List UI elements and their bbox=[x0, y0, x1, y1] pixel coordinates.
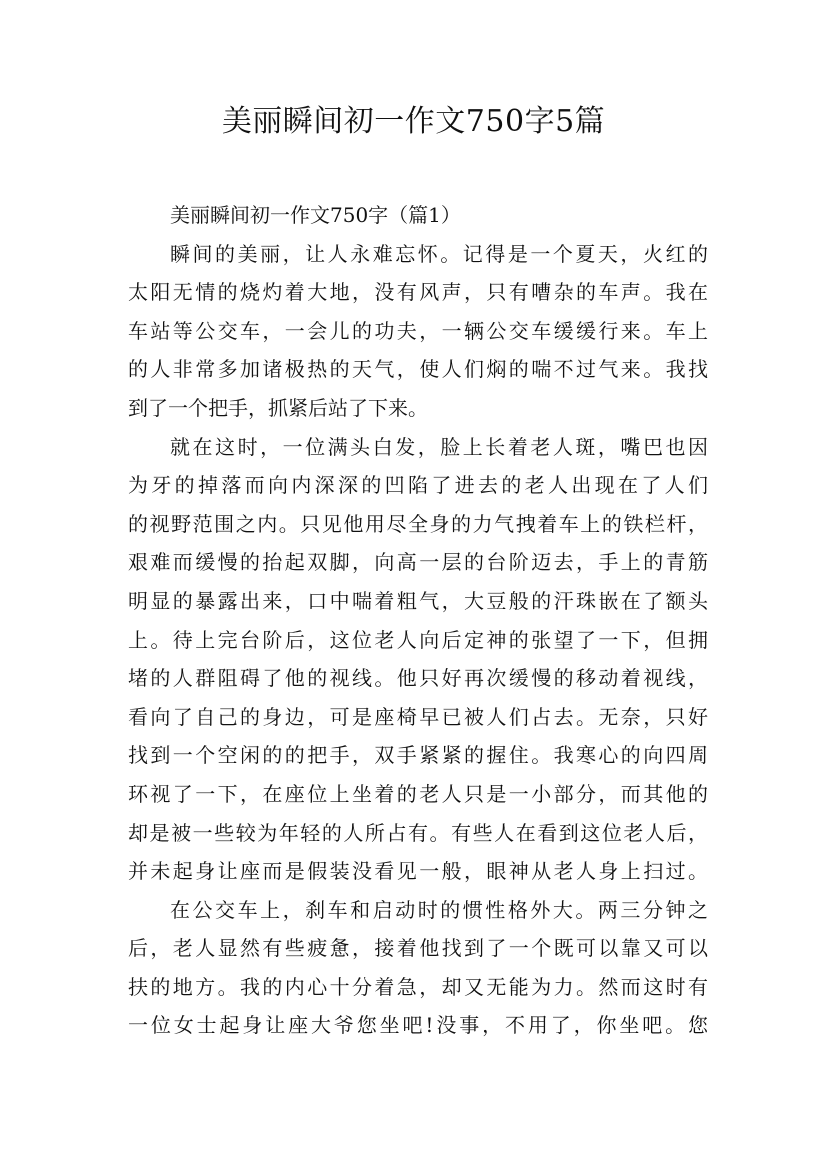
text-line: 艰难而缓慢的抬起双脚，向高一层的台阶迈去，手上的青筋 bbox=[128, 550, 708, 575]
text-line: 的人非常多加诸极热的天气，使人们焖的喘不过气来。我找 bbox=[128, 357, 708, 382]
text-line: 上。待上完台阶后，这位老人向后定神的张望了一下，但拥 bbox=[128, 627, 708, 652]
text-line: 后，老人显然有些疲惫，接着他找到了一个既可以靠又可以 bbox=[128, 936, 708, 961]
text-line: 的视野范围之内。只见他用尽全身的力气拽着车上的铁栏杆， bbox=[128, 511, 708, 536]
text-line: 为牙的掉落而向内深深的凹陷了进去的老人出现在了人们 bbox=[128, 473, 708, 498]
text-line: 到了一个把手，抓紧后站了下来。 bbox=[128, 395, 428, 420]
document-title: 美丽瞬间初一作文750字5篇 bbox=[221, 104, 606, 139]
text-line: 太阳无情的烧灼着大地，没有风声，只有嘈杂的车声。我在 bbox=[128, 280, 708, 305]
text-line: 车站等公交车，一会儿的功夫，一辆公交车缓缓行来。车上 bbox=[128, 318, 708, 343]
text-line: 明显的暴露出来，口中喘着粗气，大豆般的汗珠嵌在了额头 bbox=[128, 588, 708, 613]
text-line: 瞬间的美丽，让人永难忘怀。记得是一个夏天，火红的 bbox=[170, 241, 708, 266]
text-line: 美丽瞬间初一作文750字（篇1） bbox=[170, 203, 461, 227]
text-line: 环视了一下，在座位上坐着的老人只是一小部分，而其他的 bbox=[128, 781, 708, 806]
document-body bbox=[128, 196, 708, 1045]
text-line: 扶的地方。我的内心十分着急，却又无能为力。然而这时有 bbox=[128, 974, 708, 999]
text-line: 却是被一些较为年轻的人所占有。有些人在看到这位老人后， bbox=[128, 820, 708, 845]
text-line: 找到一个空闲的的把手，双手紧紧的握住。我寒心的向四周 bbox=[128, 743, 708, 768]
text-line: 就在这时，一位满头白发，脸上长着老人斑，嘴巴也因 bbox=[170, 434, 708, 459]
text-line: 并未起身让座而是假装没看见一般，眼神从老人身上扫过。 bbox=[128, 859, 708, 884]
text-line: 在公交车上，刹车和启动时的惯性格外大。两三分钟之 bbox=[170, 897, 708, 922]
text-line: 堵的人群阻碍了他的视线。他只好再次缓慢的移动着视线， bbox=[128, 666, 708, 691]
text-line: 看向了自己的身边，可是座椅早已被人们占去。无奈，只好 bbox=[128, 704, 708, 729]
text-line: 一位女士起身让座大爷您坐吧!没事，不用了，你坐吧。您 bbox=[128, 1013, 708, 1038]
